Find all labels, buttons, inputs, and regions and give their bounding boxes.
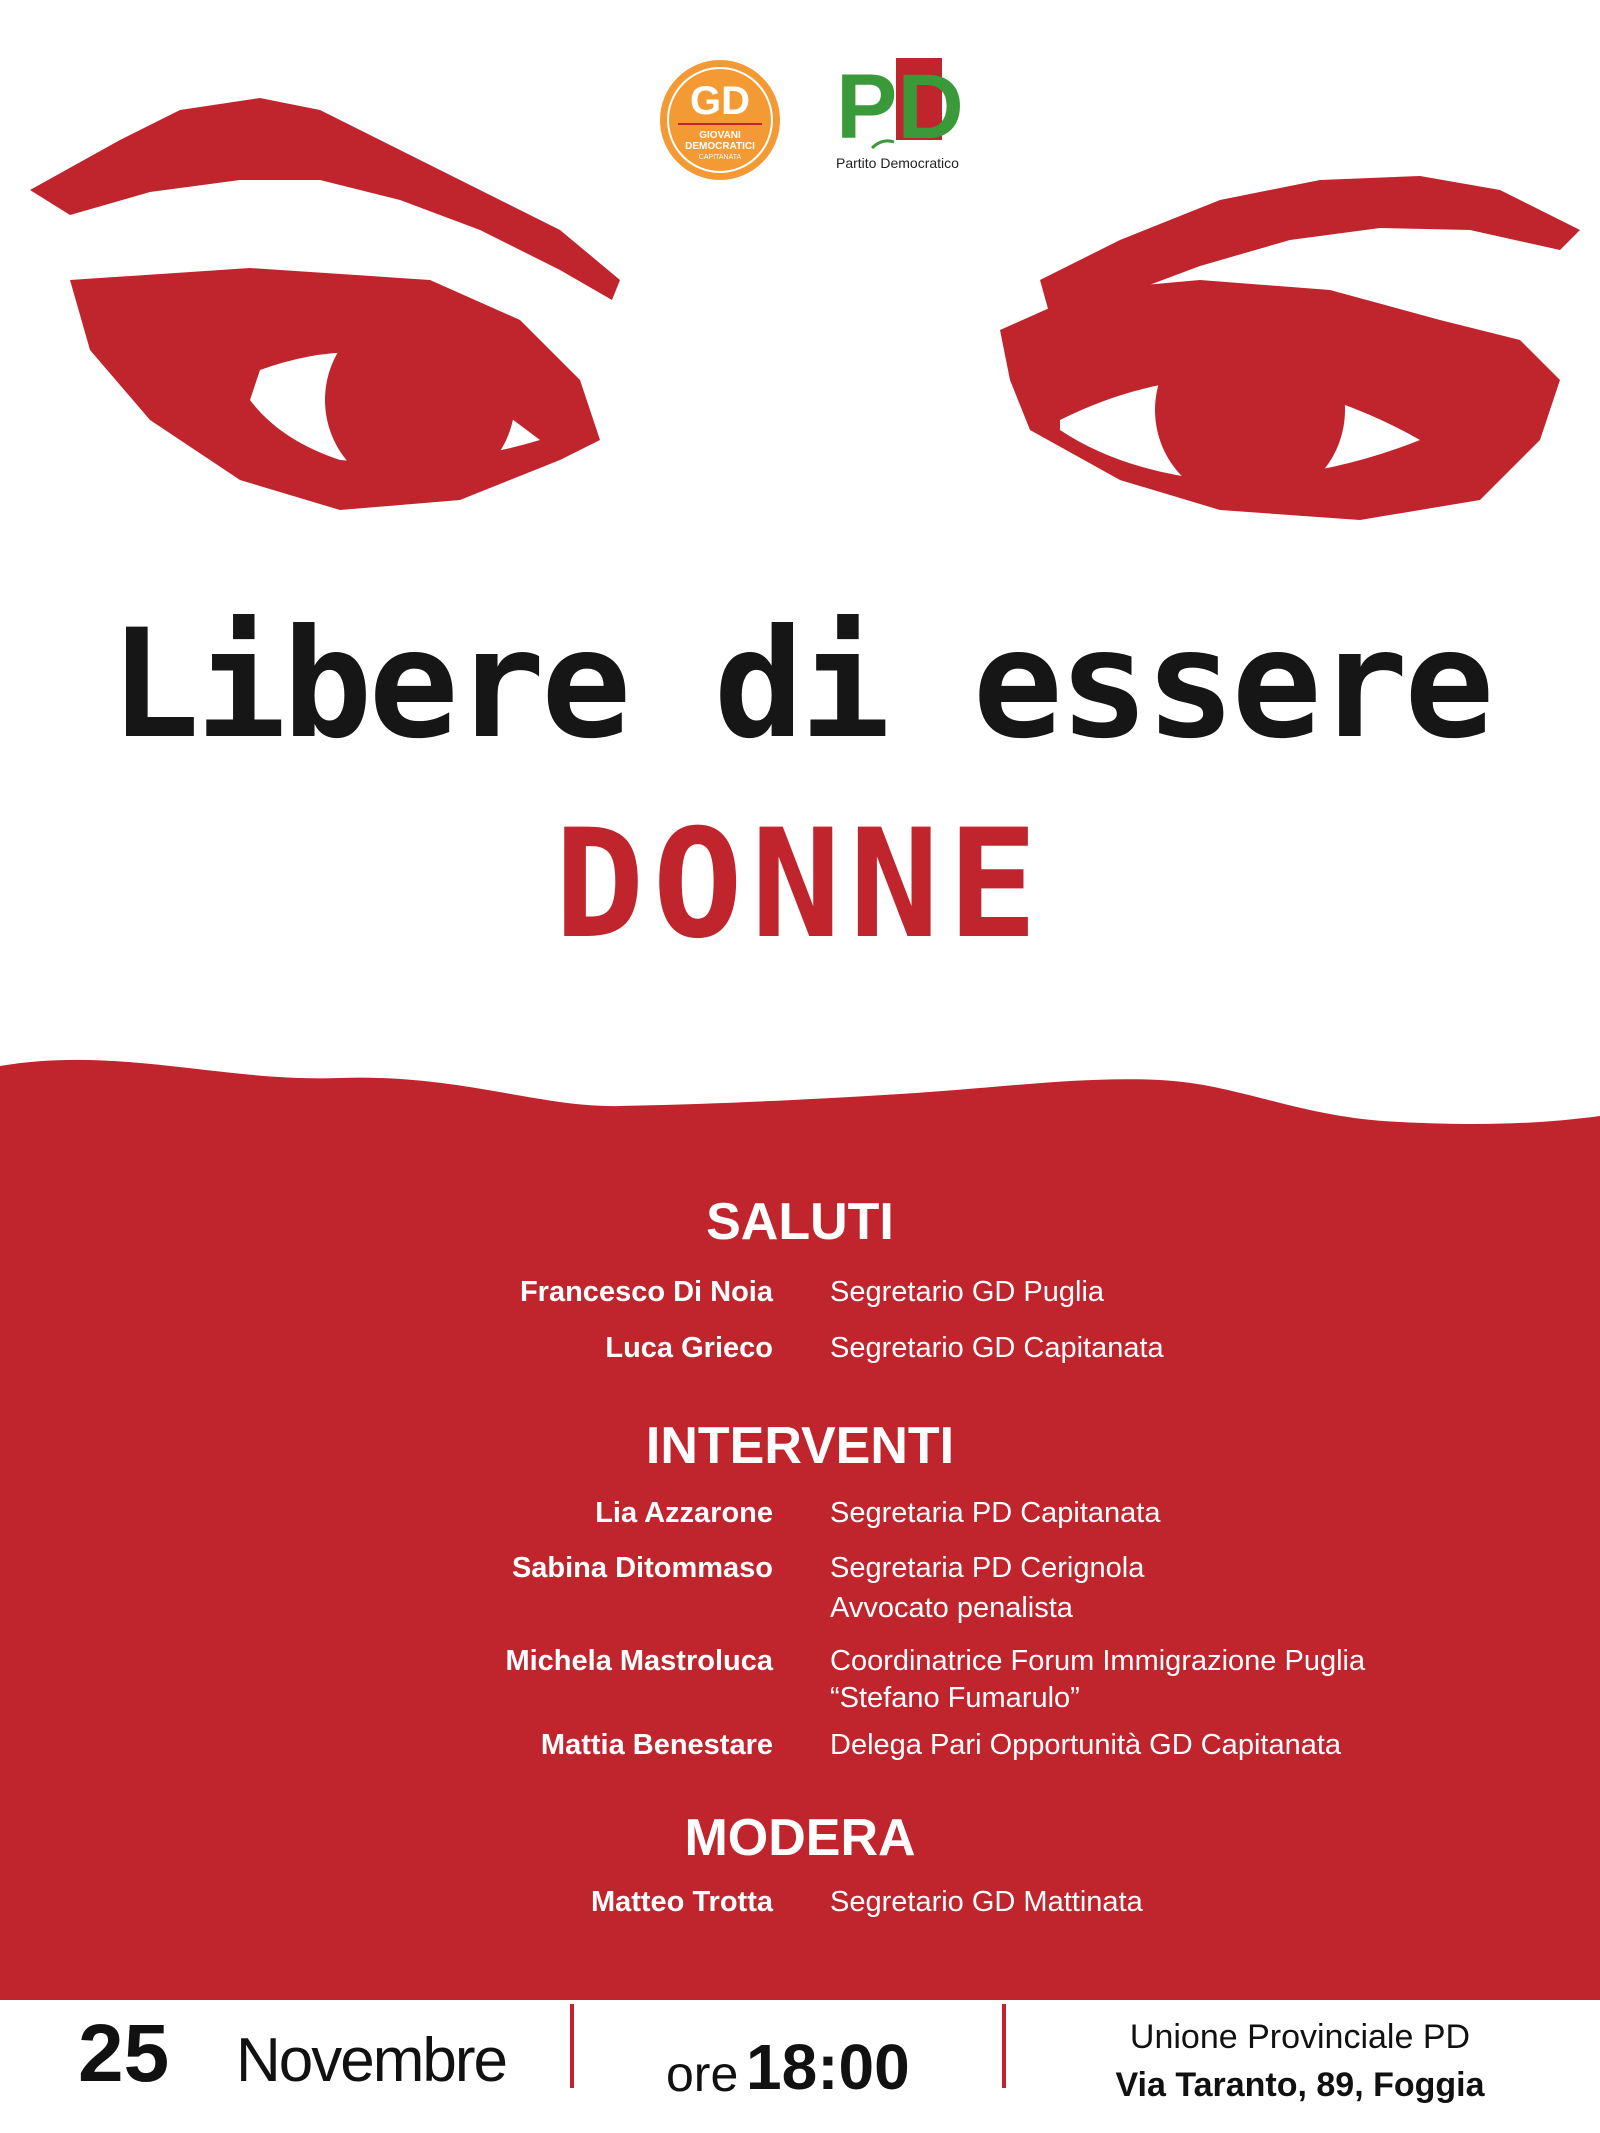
gd-logo-line-1: GIOVANI [699, 130, 741, 141]
person-role: Segretaria PD Cerignola [830, 1552, 1145, 1584]
person-role: Segretario GD Mattinata [830, 1886, 1143, 1918]
right-iris [1155, 315, 1345, 505]
interventi-row-continued [0, 1588, 1600, 1628]
person-role: Segretaria PD Capitanata [830, 1497, 1161, 1529]
interventi-row [0, 1641, 1600, 1681]
date-day: 25 [78, 2008, 170, 2099]
modera-heading: MODERA [684, 1809, 916, 1867]
person-role: Segretario GD Capitanata [830, 1332, 1164, 1364]
person-role-line-2: “Stefano Fumarulo” [830, 1682, 1080, 1714]
gd-logo-initials: GD [690, 79, 750, 123]
modera-row [0, 1882, 1600, 1922]
left-iris [325, 305, 515, 495]
saluti-row [0, 1328, 1600, 1368]
person-role: Delega Pari Opportunità GD Capitanata [830, 1729, 1342, 1761]
eyes-illustration [0, 80, 1600, 600]
venue-name: Unione Provinciale PD [1129, 2018, 1471, 2056]
person-name: Luca Grieco [605, 1332, 773, 1364]
interventi-row [0, 1493, 1600, 1533]
person-name: Sabina Ditommaso [511, 1552, 773, 1584]
interventi-row [0, 1725, 1600, 1765]
person-name: Matteo Trotta [590, 1886, 773, 1918]
interventi-row [0, 1548, 1600, 1588]
person-role: Coordinatrice Forum Immigrazione Puglia [830, 1645, 1366, 1677]
saluti-heading: SALUTI [706, 1193, 894, 1251]
interventi-row-continued [0, 1678, 1600, 1718]
gd-logo-line-3: CAPITANATA [698, 154, 742, 161]
saluti-row [0, 1272, 1600, 1312]
pd-logo-initials: PD [836, 56, 964, 158]
person-role-line-2: Avvocato penalista [830, 1592, 1073, 1624]
time-value: 18:00 [746, 2031, 910, 2103]
left-eyebrow [30, 98, 620, 300]
person-name: Mattia Benestare [540, 1729, 773, 1761]
pd-logo-caption: Partito Democratico [836, 155, 959, 171]
time-prefix: ore [666, 2046, 739, 2102]
person-role: Segretario GD Puglia [830, 1276, 1105, 1308]
date-month: Novembre [236, 2026, 506, 2095]
gd-logo-line-2: DEMOCRATICI [685, 141, 755, 152]
interventi-heading: INTERVENTI [645, 1417, 955, 1475]
venue-address: Via Taranto, 89, Foggia [1115, 2066, 1485, 2104]
title-line-2: DONNE [554, 798, 1046, 972]
title-line-1: Libere di essere [109, 598, 1491, 772]
person-name: Michela Mastroluca [505, 1645, 773, 1677]
person-name: Francesco Di Noia [519, 1276, 773, 1308]
footer-divider [570, 2004, 574, 2088]
person-name: Lia Azzarone [595, 1497, 773, 1529]
